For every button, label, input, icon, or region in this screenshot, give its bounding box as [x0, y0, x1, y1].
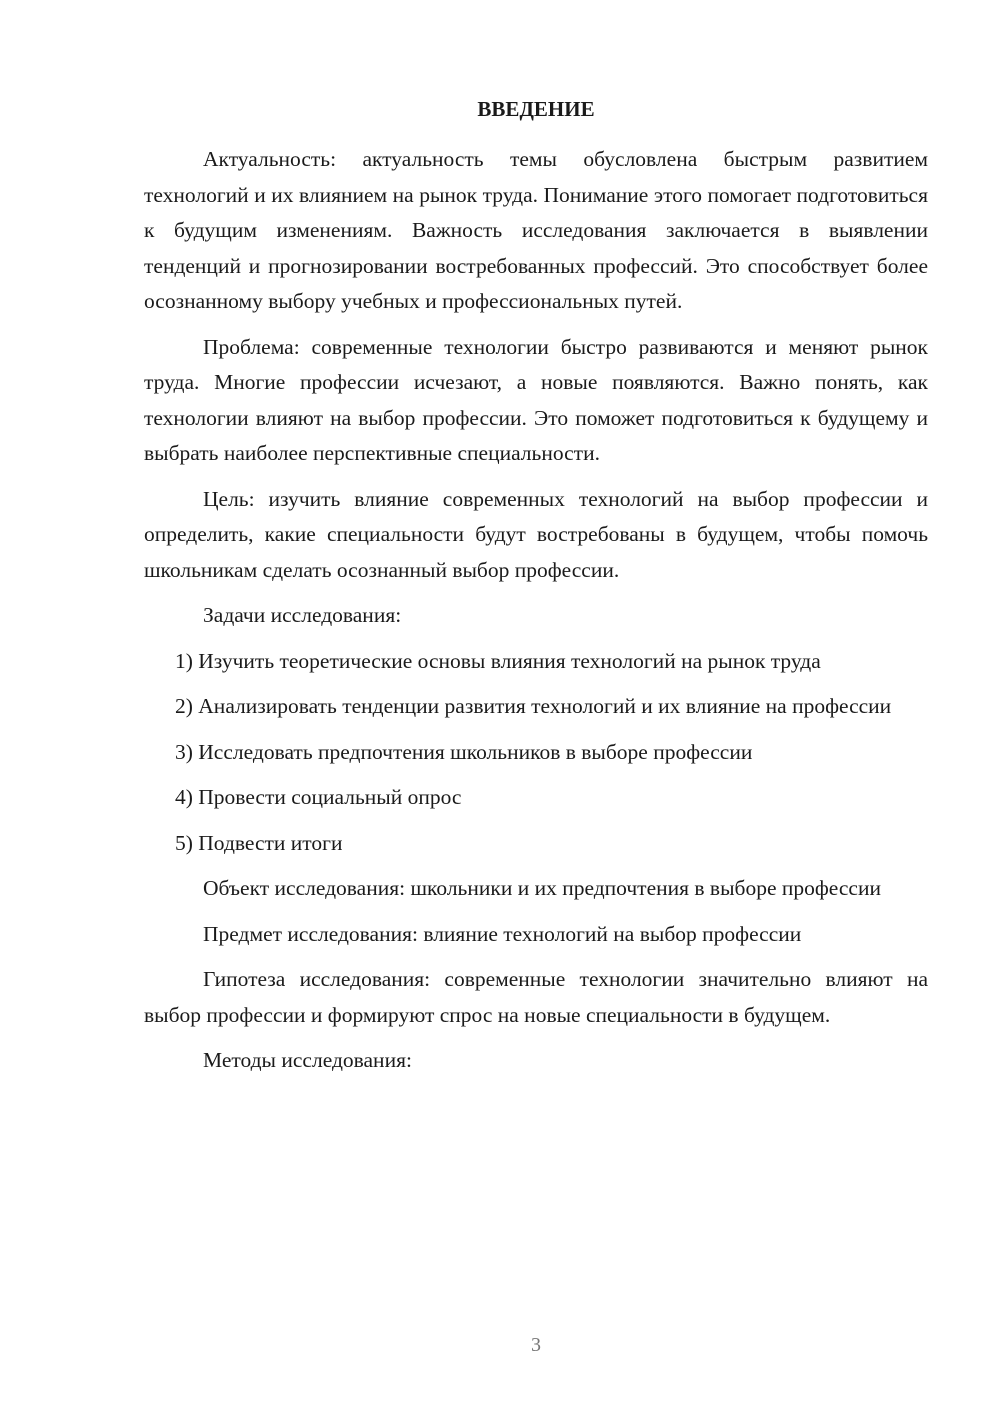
task-item: 3) Исследовать предпочтения школьников в выборе профессии [175, 739, 753, 764]
paragraph-methods: Методы исследования: [203, 1048, 412, 1072]
paragraph-object: Объект исследования: школьники и их предпочтения в выборе профессии [203, 876, 881, 900]
section-title: ВВЕДЕНИЕ [477, 97, 595, 121]
page-number: 3 [531, 1334, 541, 1356]
paragraph-relevance: Актуальность: актуальность темы обусловлена быстрым развитием технологий и их влиянием на рынок труда. Понимание этого помогает подготовиться к будущим изменениям. Важность исследования заключается в выявлении тенденций и прогнозировании востребованных профессий. Это способствует более осознанному выбору учебных и профессиональных путей. [144, 147, 928, 313]
document-body [144, 142, 928, 1089]
paragraph-hypothesis: Гипотеза исследования: современные технологии значительно влияют на выбор профессии и формируют спрос на новые специальности в будущем. [144, 967, 928, 1027]
paragraph-subject: Предмет исследования: влияние технологий на выбор профессии [203, 921, 802, 946]
task-item: 5) Подвести итоги [175, 830, 343, 855]
paragraph-problem: Проблема: современные технологии быстро развиваются и меняют рынок труда. Многие профессии исчезают, а новые появляются. Важно понять, как технологии влияют на выбор профессии. Это поможет подготовиться к будущему и выбрать наиболее перспективные специальности. [144, 334, 928, 465]
task-item: 4) Провести социальный опрос [175, 785, 462, 809]
task-item: 2) Анализировать тенденции развития технологий и их влияние на профессии [175, 694, 892, 718]
paragraph-tasks-heading: Задачи исследования: [203, 603, 402, 627]
paragraph-goal: Цель: изучить влияние современных технологий на выбор профессии и определить, какие специальности будут востребованы в будущем, чтобы помочь школьникам сделать осознанный выбор профессии. [144, 486, 928, 582]
task-item: 1) Изучить теоретические основы влияния технологий на рынок труда [175, 648, 821, 673]
